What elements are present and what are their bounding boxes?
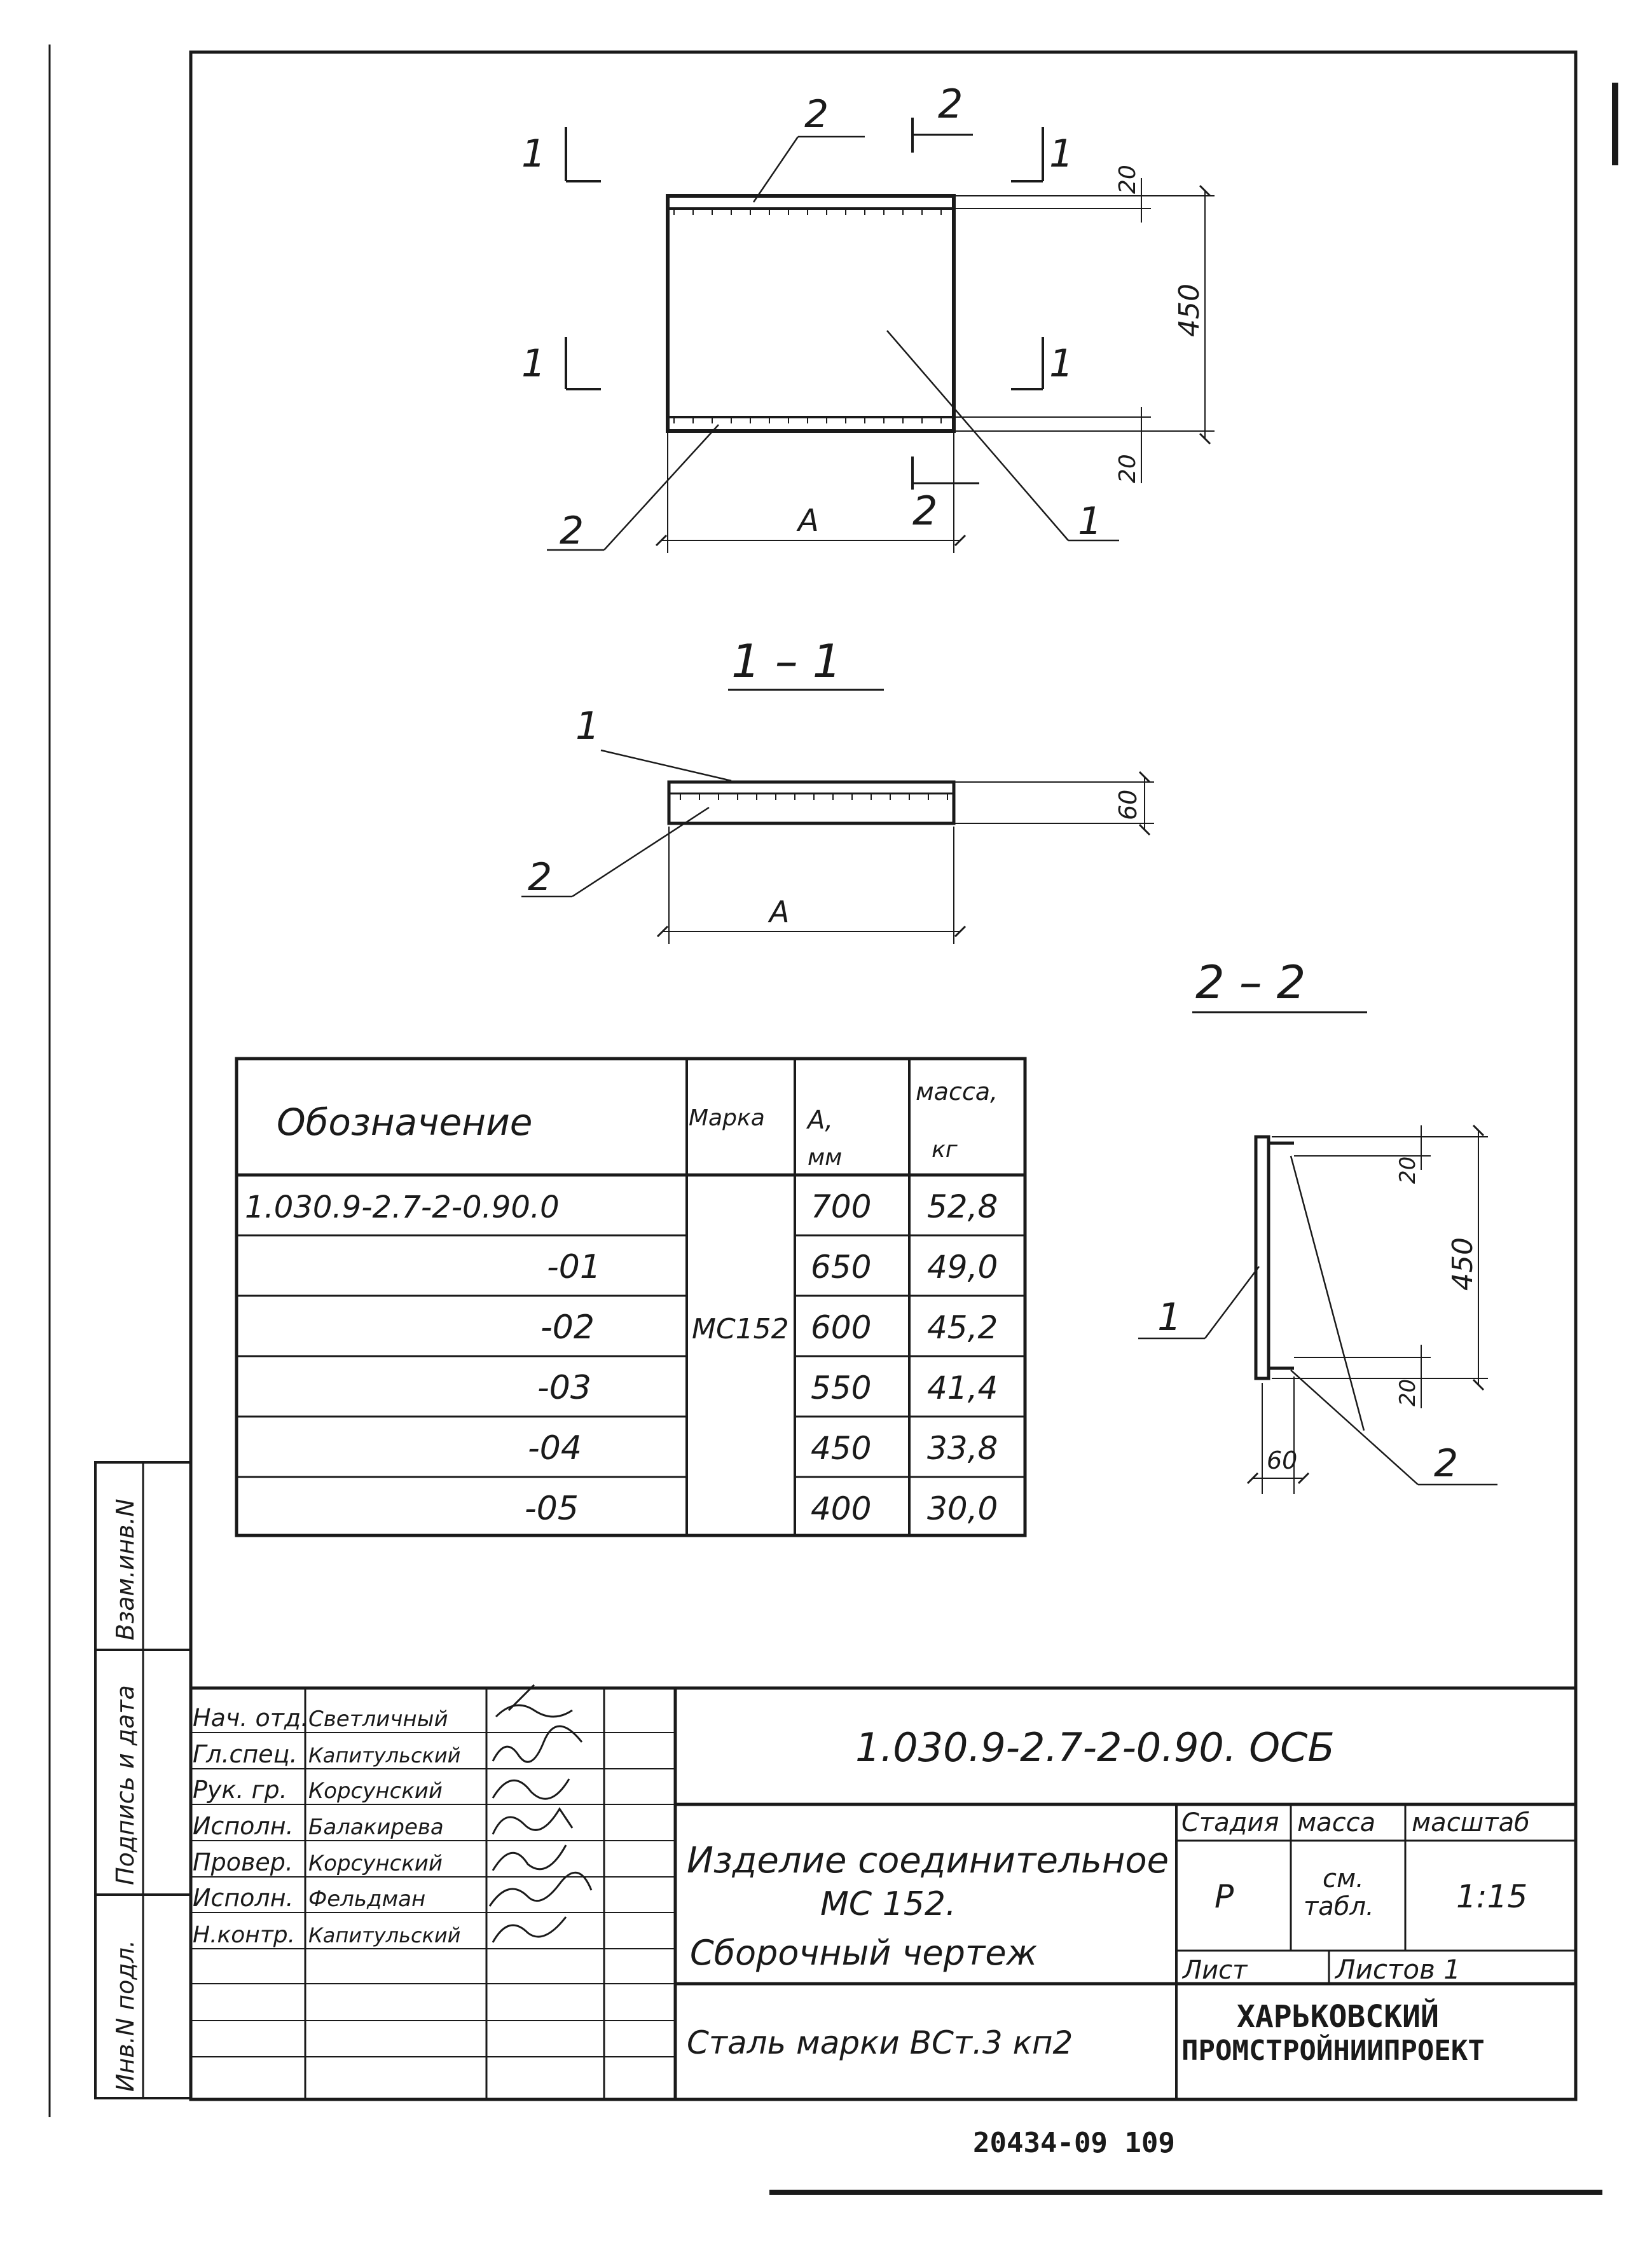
mass-value-2: табл. — [1304, 1892, 1374, 1921]
plan-view — [521, 81, 1215, 553]
spec-header-mark: Марка — [689, 1105, 765, 1131]
spec-header-a-unit: мм — [808, 1144, 843, 1171]
plan-section-1-top-right: 1 — [1049, 132, 1074, 176]
spec-row-a: 600 — [811, 1309, 872, 1346]
side-stamp-podpis: Подпись и дата — [111, 1685, 139, 1885]
material: Сталь марки ВСт.3 кп2 — [687, 2024, 1073, 2061]
section-2-2-title: 2 – 2 — [1195, 956, 1306, 1009]
section-2-2-callout-2: 2 — [1434, 1441, 1459, 1486]
staff-role: Рук. гр. — [193, 1776, 287, 1804]
spec-row-designation: -02 — [540, 1308, 595, 1347]
scale-value: 1:15 — [1456, 1878, 1528, 1915]
staff-role: Исполн. — [193, 1812, 294, 1840]
staff-name: Светличный — [308, 1706, 448, 1732]
section-2-2-callout-1: 1 — [1157, 1295, 1182, 1340]
stage-label: Стадия — [1181, 1808, 1279, 1837]
section-2-2-dim-20-top: 20 — [1395, 1156, 1421, 1184]
plan-callout-2-top: 2 — [804, 92, 829, 137]
staff-role: Провер. — [193, 1848, 293, 1876]
spec-row-a: 400 — [811, 1490, 872, 1527]
spec-row-a: 650 — [811, 1249, 872, 1286]
plan-callout-2-bottom: 2 — [560, 509, 584, 553]
section-2-2-dim-60: 60 — [1267, 1446, 1298, 1474]
staff-role: Н.контр. — [193, 1922, 296, 1948]
spec-row-mass: 33,8 — [927, 1430, 998, 1467]
section-1-1-callout-2: 2 — [528, 855, 553, 900]
mass-label: масса — [1297, 1808, 1376, 1837]
plan-section-1-mid-left: 1 — [521, 341, 546, 386]
staff-role: Нач. отд. — [193, 1704, 309, 1732]
section-2-2-dim-450: 450 — [1447, 1237, 1479, 1291]
spec-header-mass-unit: кг — [932, 1137, 958, 1163]
spec-row-a: 700 — [811, 1188, 872, 1225]
section-1-1-dim-width: А — [769, 895, 790, 929]
spec-row-designation: -05 — [525, 1490, 579, 1528]
spec-row-mass: 52,8 — [927, 1188, 998, 1225]
spec-row-designation: -04 — [528, 1429, 582, 1467]
side-stamp — [95, 1462, 191, 2098]
spec-row-mass: 49,0 — [927, 1249, 998, 1286]
staff-role: Исполн. — [193, 1884, 294, 1912]
plan-section-2-top: 2 — [938, 81, 963, 127]
plan-dim-450: 450 — [1173, 284, 1206, 337]
scale-label: масштаб — [1412, 1808, 1530, 1837]
staff-name: Балакирева — [308, 1815, 444, 1840]
staff-name: Корсунский — [308, 1778, 443, 1804]
plan-dim-20-top: 20 — [1115, 165, 1141, 194]
sheet-label: Лист — [1183, 1956, 1248, 1985]
spec-row-a: 450 — [811, 1430, 872, 1467]
item-name-line3: Сборочный чертеж — [690, 1933, 1038, 1973]
plan-dim-width: А — [798, 503, 819, 539]
section-1-1-callout-1: 1 — [575, 704, 600, 748]
mass-value-1: см. — [1323, 1864, 1364, 1893]
plan-section-2-bottom: 2 — [912, 488, 938, 534]
item-name-line1: Изделие соединительное — [687, 1840, 1169, 1881]
org-name-line1: ХАРЬКОВСКИЙ — [1237, 1999, 1439, 2035]
spec-header-mass: масса, — [916, 1078, 998, 1106]
spec-row-mass: 30,0 — [927, 1490, 998, 1527]
plan-callout-1: 1 — [1078, 499, 1103, 544]
spec-row-a: 550 — [811, 1370, 872, 1406]
org-name-line2: ПРОМСТРОЙНИИПРОЕКТ — [1181, 2035, 1485, 2067]
stage-value: Р — [1215, 1878, 1234, 1915]
spec-row-designation: -01 — [547, 1248, 601, 1286]
staff-name: Корсунский — [308, 1851, 443, 1876]
sheets-label: Листов 1 — [1335, 1954, 1461, 1985]
spec-row-designation: 1.030.9-2.7-2-0.90.0 — [245, 1190, 560, 1225]
section-2-2-dim-20-bottom: 20 — [1395, 1378, 1421, 1406]
title-block — [191, 1685, 1576, 2099]
section-1-1-view — [521, 635, 1154, 944]
footer-number: 20434-09 109 — [973, 2127, 1175, 2159]
section-1-1-title: 1 – 1 — [731, 635, 842, 688]
spec-row-designation: -03 — [537, 1369, 591, 1407]
plan-dim-20-bottom: 20 — [1115, 454, 1141, 483]
spec-table — [237, 1059, 1025, 1535]
section-1-1-dim-60: 60 — [1114, 789, 1142, 820]
staff-name: Капитульский — [308, 1923, 461, 1947]
spec-row-mass: 41,4 — [927, 1370, 998, 1406]
staff-name: Фельдман — [308, 1886, 426, 1912]
staff-name: Капитульский — [308, 1743, 461, 1768]
spec-header-designation: Обозначение — [277, 1101, 533, 1144]
side-stamp-inv: Инв.N подл. — [111, 1940, 139, 2092]
side-stamp-vzam: Взам.инв.N — [111, 1499, 139, 1640]
document-code: 1.030.9-2.7-2-0.90. ОСБ — [855, 1724, 1335, 1771]
spec-mark-value: МС152 — [692, 1313, 789, 1345]
plan-section-1-top-left: 1 — [521, 132, 546, 176]
spec-header-a: А, — [808, 1106, 834, 1135]
spec-row-mass: 45,2 — [927, 1309, 998, 1346]
plan-section-1-mid-right: 1 — [1049, 341, 1074, 386]
item-name-line2: МС 152. — [820, 1885, 956, 1923]
section-2-2-view — [1138, 956, 1497, 1494]
staff-role: Гл.спец. — [193, 1740, 298, 1768]
